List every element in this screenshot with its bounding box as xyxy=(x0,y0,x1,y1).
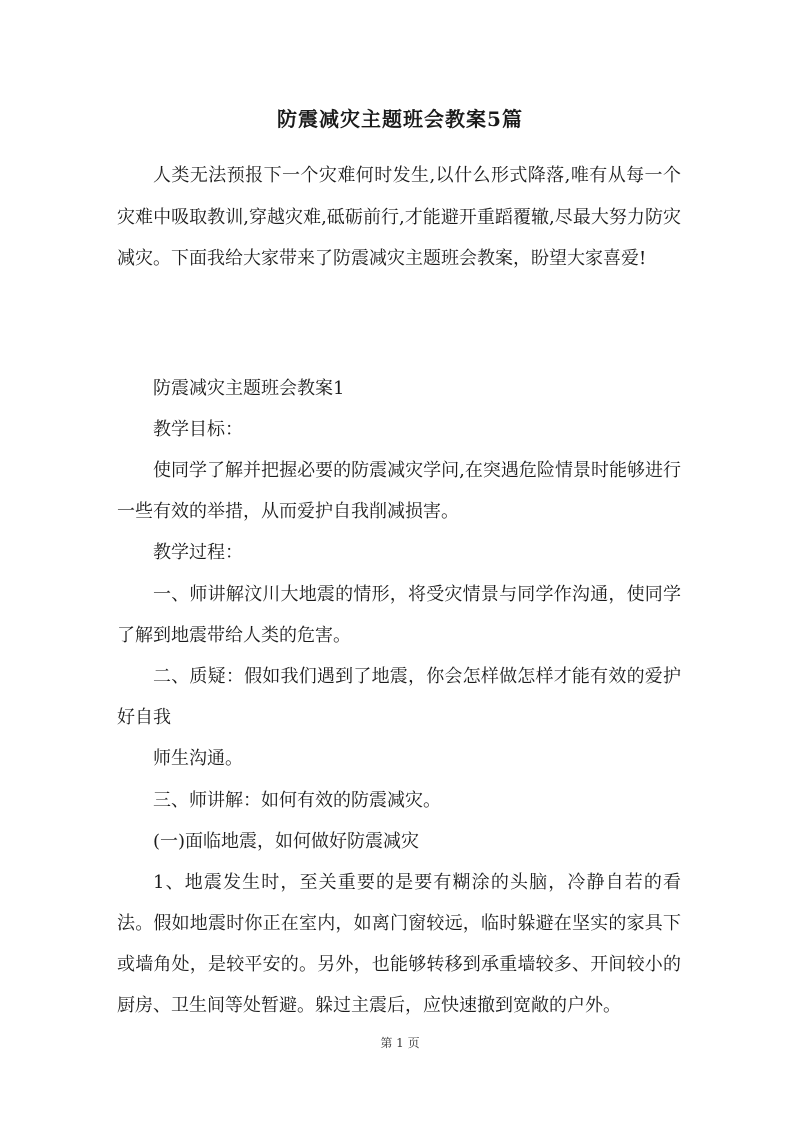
section-heading: 防震减灾主题班会教案1 xyxy=(153,378,345,399)
document-title: 防震减灾主题班会教案5篇 xyxy=(277,107,523,131)
paragraph-step-1: 一、师讲解汶川大地震的情形，将受灾情景与同学作沟通，使同学了解到地震带给人类的危害。 xyxy=(117,584,681,646)
paragraph-teaching-goal: 使同学了解并把握必要的防震减灾学问,在突遇危险情景时能够进行一些有效的举措，从而爱护自我削减损害。 xyxy=(117,460,681,522)
paragraph-subheading: (一)面临地震，如何做好防震减灾 xyxy=(153,831,420,852)
intro-paragraph: 人类无法预报下一个灾难何时发生,以什么形式降落,唯有从每一个灾难中吸取教训,穿越灾难,砥砺前行,才能避开重蹈覆辙,尽最大努力防灾减灾。下面我给大家带来了防震减灾主题班会教案，盼望大家喜爱! xyxy=(117,165,681,269)
paragraph-discussion: 师生沟通。 xyxy=(153,748,243,769)
paragraph-point-1: 1、地震发生时，至关重要的是要有糊涂的头脑，冷静自若的看法。假如地震时你正在室内，如离门窗较远，临时躲避在坚实的家具下或墙角处，是较平安的。另外，也能够转移到承重墙较多、开间较小的厨房、卫生间等处暂避。躲过主震后，应快速撤到宽敞的户外。 xyxy=(117,872,681,1016)
paragraph-step-3: 三、师讲解：如何有效的防震减灾。 xyxy=(153,790,441,811)
page-number: 第 1 页 xyxy=(380,1036,420,1050)
paragraph-step-2: 二、质疑：假如我们遇到了地震，你会怎样做怎样才能有效的爱护好自我 xyxy=(117,666,681,728)
paragraph-process-label: 教学过程： xyxy=(153,542,243,563)
paragraph-teaching-goal-label: 教学目标： xyxy=(153,419,243,440)
